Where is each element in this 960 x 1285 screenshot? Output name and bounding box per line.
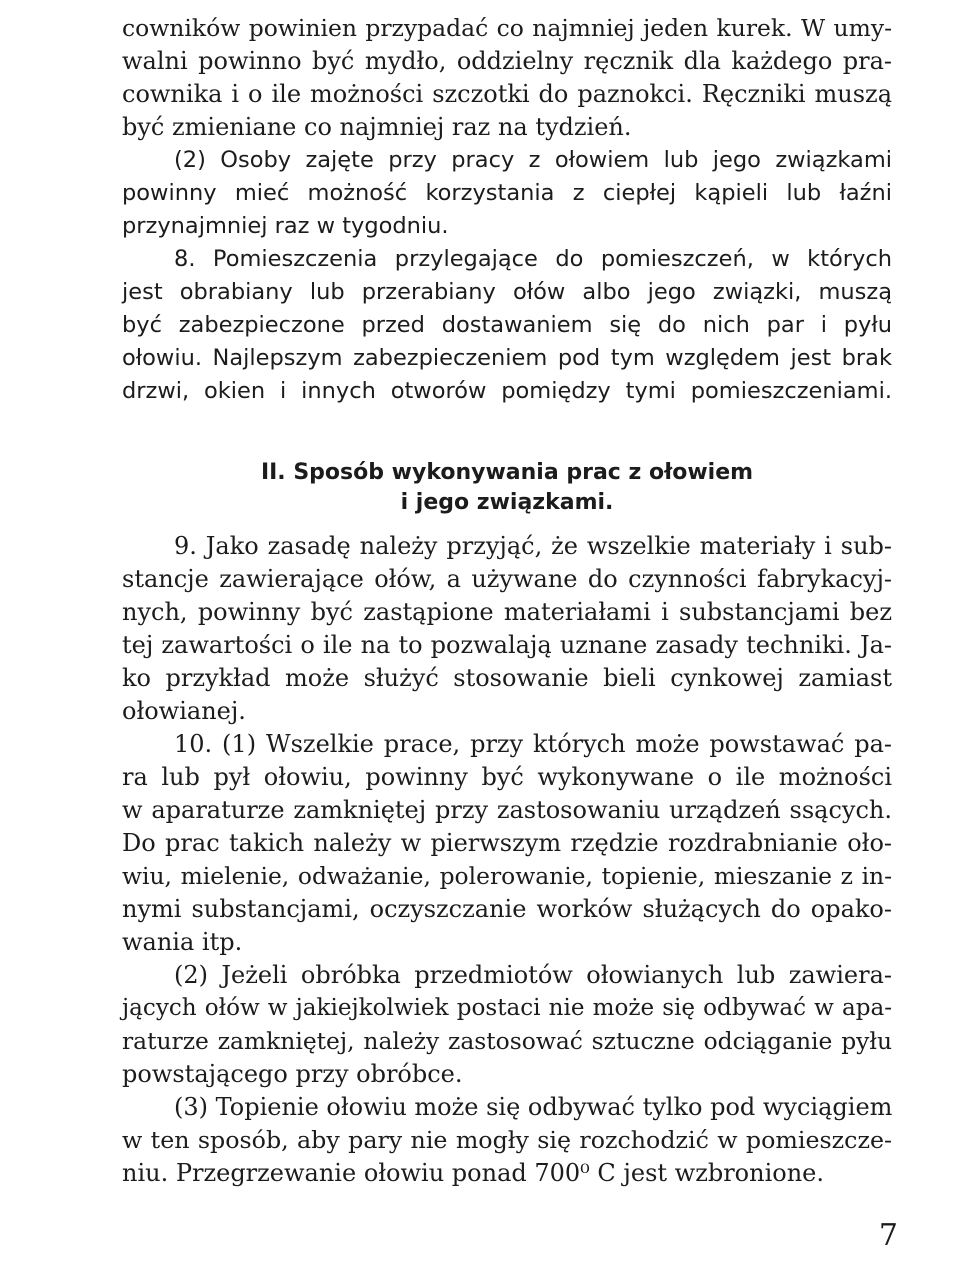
text-block-bottom	[122, 530, 892, 1190]
text-line: nymi substancjami, oczyszczanie worków służących do opako-	[122, 895, 892, 923]
text-line: 8. Pomieszczenia przylegające do pomieszczeń, w których	[174, 246, 892, 272]
text-line: ra lub pył ołowiu, powinny być wykonywane o ile możności	[122, 763, 892, 791]
text-line: (2) Jeżeli obróbka przedmiotów ołowianych lub zawiera-	[174, 961, 892, 989]
text-line: ko przykład może służyć stosowanie bieli cynkowej zamiast	[122, 664, 892, 692]
spacer	[122, 408, 892, 458]
text-line: (2) Osoby zajęte przy pracy z ołowiem lub jego związkami	[174, 147, 892, 173]
text-line: niu. Przegrzewanie ołowiu ponad 700⁰ C jest wzbronione.	[122, 1159, 824, 1187]
text-line: powstającego przy obróbce.	[122, 1060, 463, 1088]
text-line: ołowiu. Najlepszym zabezpieczeniem pod tym względem jest brak	[122, 345, 892, 371]
spacer	[122, 518, 892, 530]
text-line: być zabezpieczone przed dostawaniem się do nich par i pyłu	[122, 312, 892, 338]
text-line: ołowianej.	[122, 697, 246, 725]
page-number: 7	[878, 1218, 898, 1253]
text-line: wania itp.	[122, 928, 243, 956]
text-line: powinny mieć możność korzystania z ciepłej kąpieli lub łaźni	[122, 180, 892, 206]
text-line: jących ołów w jakiejkolwiek postaci nie może się odbywać w apa-	[122, 995, 892, 1021]
text-line: walni powinno być mydło, oddzielny ręcznik dla każdego pra-	[122, 47, 892, 75]
text-line: cowników powinien przypadać co najmniej jeden kurek. W umy-	[122, 14, 892, 42]
text-line: w ten sposób, aby pary nie mogły się rozchodzić w pomieszcze-	[122, 1126, 892, 1154]
text-line: być zmieniane co najmniej raz na tydzień.	[122, 113, 632, 141]
text-line: tej zawartości o ile na to pozwalają uznane zasady techniki. Ja-	[122, 631, 892, 659]
section-heading	[122, 458, 892, 518]
text-line: jest obrabiany lub przerabiany ołów albo jego związki, muszą	[122, 279, 892, 305]
text-line: Do prac takich należy w pierwszym rzędzie rozdrabnianie oło-	[122, 829, 892, 857]
text-line: drzwi, okien i innych otworów pomiędzy tymi pomieszczeniami.	[122, 378, 892, 404]
text-line: nych, powinny być zastąpione materiałami i substancjami bez	[122, 598, 892, 626]
text-line: stancje zawierające ołów, a używane do czynności fabrykacyj-	[122, 565, 892, 593]
section-heading-line-1: II. Sposób wykonywania prac z ołowiem	[260, 460, 754, 485]
text-line: przynajmniej raz w tygodniu.	[122, 213, 449, 239]
text-block-top	[122, 12, 892, 408]
section-heading-line-2: i jego związkami.	[400, 490, 614, 515]
text-line: 10. (1) Wszelkie prace, przy których może powstawać pa-	[174, 730, 892, 758]
text-line: 9. Jako zasadę należy przyjąć, że wszelkie materiały i sub-	[174, 532, 892, 560]
document-page	[122, 12, 892, 1190]
text-line: wiu, mielenie, odważanie, polerowanie, topienie, mieszanie z in-	[122, 862, 892, 890]
text-line: w aparaturze zamkniętej przy zastosowaniu urządzeń ssących.	[122, 796, 892, 824]
text-line: raturze zamkniętej, należy zastosować sztuczne odciąganie pyłu	[122, 1027, 892, 1055]
text-line: (3) Topienie ołowiu może się odbywać tylko pod wyciągiem	[174, 1093, 893, 1121]
text-line: cownika i o ile możności szczotki do paznokci. Ręczniki muszą	[122, 80, 892, 108]
